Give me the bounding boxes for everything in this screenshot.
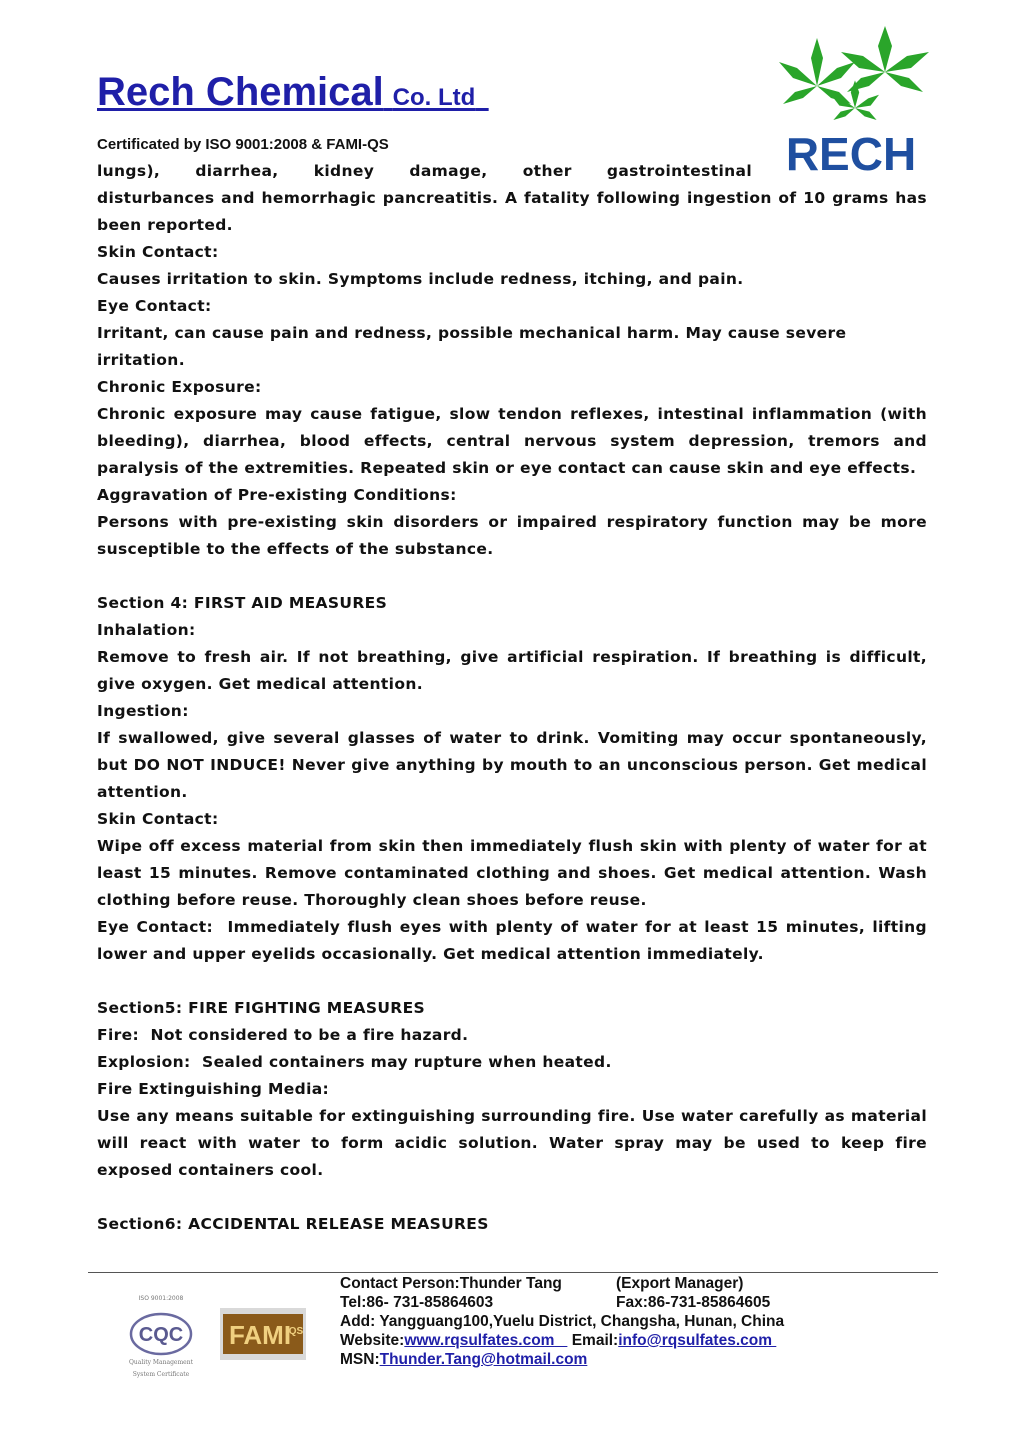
- eye-contact-paragraph: Eye Contact: Immediately flush eyes with plenty of water for at least 15 minutes, lifting lower and upper eyelids occasionally. Get medical attention immediately.: [97, 918, 933, 963]
- phone-row: [340, 1293, 940, 1312]
- email-link[interactable]: info@rqsulfates.com: [618, 1332, 772, 1349]
- telephone: Tel:86- 731-85864603: [340, 1294, 494, 1311]
- contact-person: Contact Person:Thunder Tang: [340, 1275, 562, 1292]
- email-label: Email:: [571, 1332, 619, 1349]
- paragraph: Wipe off excess material from skin then immediately flush skin with plenty of water for at least 15 minutes. Remove contaminated clothing and shoes. Get medical attention. Wash clothing before reuse. Thoroughly clean shoes before reuse.: [97, 837, 927, 909]
- heading-extinguishing-media: Fire Extinguishing Media:: [97, 1080, 330, 1098]
- heading-ingestion: Ingestion:: [97, 702, 189, 720]
- website-link[interactable]: www.rqsulfates.com: [404, 1332, 555, 1349]
- contact-block: [340, 1274, 940, 1369]
- logo-text: RECH: [785, 128, 917, 179]
- paragraph: Use any means suitable for extinguishing surrounding fire. Use water carefully as material will react with water to form acidic solution. Water spray may be used to keep fire exposed containers cool.: [97, 1107, 927, 1179]
- company-name-main: Rech Chemical: [97, 70, 384, 114]
- heading-skin-contact-2: Skin Contact:: [97, 810, 219, 828]
- web-row: [340, 1331, 940, 1350]
- paragraph: Causes irritation to skin. Symptoms include redness, itching, and pain.: [97, 270, 744, 288]
- contact-role: (Export Manager): [616, 1275, 744, 1292]
- document-body: [97, 158, 933, 1238]
- cqc-logo-text: CQC: [138, 1324, 184, 1346]
- heading-aggravation: Aggravation of Pre-existing Conditions:: [97, 486, 457, 504]
- continued-line: lungs), diarrhea, kidney damage, other gastrointestinal: [97, 162, 752, 180]
- svg-text:ISO 9001:2008: ISO 9001:2008: [138, 1295, 184, 1302]
- section-5-heading: Section5: FIRE FIGHTING MEASURES: [97, 999, 426, 1017]
- svg-text:System Certificate: System Certificate: [132, 1371, 190, 1378]
- cqc-certificate-logo: [115, 1290, 207, 1382]
- company-name: [97, 70, 489, 115]
- heading-chronic-exposure: Chronic Exposure:: [97, 378, 262, 396]
- company-name-suffix: Co. Ltd: [392, 84, 476, 111]
- fax: Fax:86-731-85864605: [616, 1294, 771, 1311]
- svg-text:QS: QS: [288, 1326, 304, 1337]
- paragraph: disturbances and hemorrhagic pancreatitis. A fatality following ingestion of 10 grams has been reported.: [97, 189, 927, 234]
- msn-link[interactable]: Thunder.Tang@hotmail.com: [379, 1351, 588, 1368]
- fami-logo-text: FAMI: [228, 1320, 292, 1350]
- section-6-heading: Section6: ACCIDENTAL RELEASE MEASURES: [97, 1215, 489, 1233]
- heading-skin-contact: Skin Contact:: [97, 243, 219, 261]
- paragraph: Chronic exposure may cause fatigue, slow tendon reflexes, intestinal inflammation (with bleeding), diarrhea, blood effects, central nervous system depression, tremors and paralysis of the extremities. Repeated skin or eye contact can cause skin and eye effects.: [97, 405, 927, 477]
- msn-label: MSN:: [340, 1351, 380, 1368]
- fami-qs-logo: [220, 1308, 306, 1360]
- paragraph: Remove to fresh air. If not breathing, give artificial respiration. If breathing is difficult, give oxygen. Get medical attention.: [97, 648, 927, 693]
- rech-logo: [755, 24, 945, 179]
- paragraph: Persons with pre-existing skin disorders or impaired respiratory function may be more susceptible to the effects of the substance.: [97, 513, 927, 558]
- explosion-line: Explosion: Sealed containers may rupture when heated.: [97, 1053, 612, 1071]
- svg-text:Quality Management: Quality Management: [129, 1359, 193, 1366]
- contact-row: [340, 1274, 940, 1293]
- fire-line: Fire: Not considered to be a fire hazard.: [97, 1026, 469, 1044]
- footer-divider: [88, 1272, 938, 1273]
- msn-row: [340, 1350, 940, 1369]
- paragraph: Irritant, can cause pain and redness, possible mechanical harm. May cause severe irritation.: [97, 324, 847, 369]
- heading-inhalation: Inhalation:: [97, 621, 196, 639]
- heading-eye-contact: Eye Contact:: [97, 297, 212, 315]
- website-label: Website:: [340, 1332, 405, 1349]
- paragraph: If swallowed, give several glasses of water to drink. Vomiting may occur spontaneously, but DO NOT INDUCE! Never give anything by mouth to an unconscious person. Get medical attention.: [97, 729, 927, 801]
- certification-line: Certificated by ISO 9001:2008 & FAMI-QS: [97, 136, 389, 153]
- address: Add: Yangguang100,Yuelu District, Changsha, Hunan, China: [340, 1313, 785, 1330]
- section-4-heading: Section 4: FIRST AID MEASURES: [97, 594, 388, 612]
